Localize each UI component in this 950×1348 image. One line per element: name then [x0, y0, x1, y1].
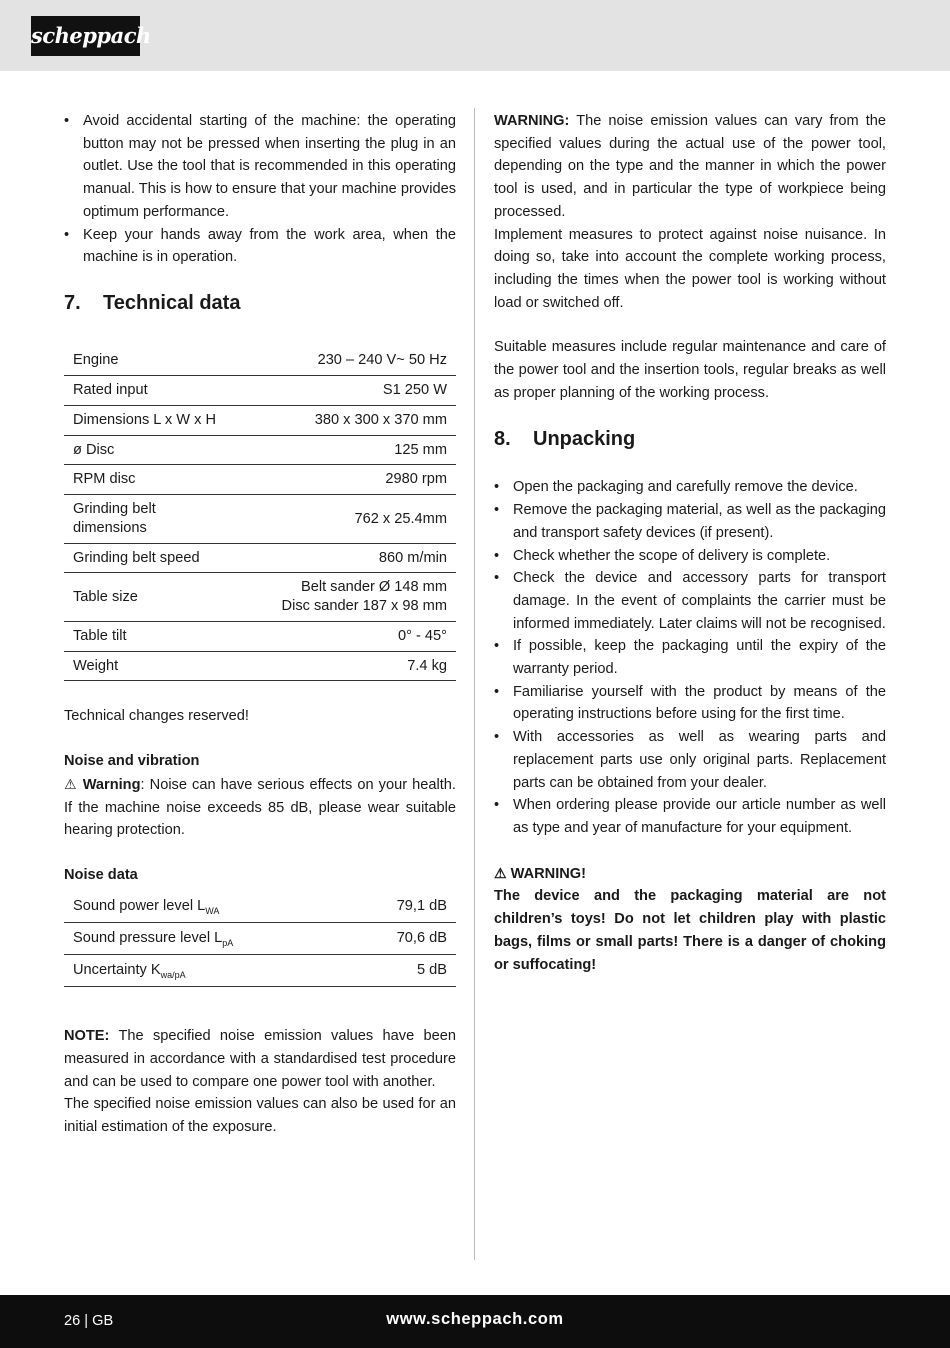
- spec-label: Weight: [64, 652, 234, 681]
- table-row: [64, 622, 456, 652]
- page-separator: |: [84, 1313, 89, 1329]
- column-divider: [474, 108, 475, 1260]
- page-header: [0, 0, 950, 71]
- warning-label: Warning: [82, 776, 141, 793]
- section-8-heading: [494, 426, 886, 452]
- list-item: • Remove the packaging material, as well as the packaging and transport safety devices (if present).: [494, 499, 886, 544]
- noise-label-text: Uncertainty K: [73, 962, 161, 979]
- final-warning-heading: [494, 862, 886, 886]
- noise-value: 79,1 dB: [347, 891, 456, 923]
- list-item: • When ordering please provide our article number as well as type and year of manufacture for your equipment.: [494, 794, 886, 839]
- list-item: • Check the device and accessory parts for transport damage. In the event of complaints the carrier must be informed immediately. Later claims will not be recognised.: [494, 567, 886, 635]
- page-footer: [0, 1295, 950, 1348]
- list-item: • Open the packaging and carefully remove the device.: [494, 476, 886, 499]
- list-item: • If possible, keep the packaging until the expiry of the warranty period.: [494, 635, 886, 680]
- section-number: 7.: [64, 291, 81, 314]
- note-paragraph-2: The specified noise emission values can also be used for an initial estimation of the exposure.: [64, 1096, 456, 1135]
- section-7-heading: [64, 290, 456, 316]
- spec-label: Rated input: [64, 376, 234, 406]
- noise-label-subscript: wa/pA: [160, 970, 186, 981]
- list-item: • Familiarise yourself with the product by means of the operating instructions before using for the first time.: [494, 681, 886, 726]
- noise-value: 5 dB: [347, 955, 456, 987]
- unpacking-bullet-list: [494, 476, 886, 839]
- spec-value: 125 mm: [234, 436, 456, 465]
- noise-label: [64, 923, 347, 955]
- note-paragraph: [64, 1025, 456, 1093]
- table-row: [64, 573, 456, 622]
- noise-label: [64, 891, 347, 923]
- spec-label: Grinding belt speed: [64, 544, 234, 573]
- warning-text: : Noise can have serious effects on your health. If the machine noise exceeds 85 dB, please wear suitable hearing protection.: [64, 776, 456, 839]
- noise-label-subscript: pA: [222, 938, 234, 949]
- spec-label: Table tilt: [64, 622, 234, 652]
- suitable-measures-paragraph: Suitable measures include regular maintenance and care of the power tool and the insertion tools, regular breaks as well as proper planning of the working process.: [494, 339, 886, 401]
- list-item: • Check whether the scope of delivery is complete.: [494, 545, 886, 568]
- spec-value: 2980 rpm: [234, 465, 456, 495]
- warning-label: WARNING!: [510, 865, 587, 882]
- noise-label-text: Sound pressure level L: [73, 930, 223, 947]
- note-label: NOTE:: [64, 1028, 110, 1045]
- table-row: [64, 376, 456, 406]
- spec-label: Engine: [64, 346, 234, 376]
- table-row: [64, 465, 456, 495]
- spec-value-line: Belt sander Ø 148 mm: [300, 579, 447, 596]
- table-row: [64, 923, 456, 955]
- list-item: • With accessories as well as wearing parts and replacement parts use only original parts. Replacement parts can be obtained from your dealer.: [494, 726, 886, 794]
- noise-data-heading: Noise data: [64, 866, 138, 883]
- right-column: [494, 110, 886, 976]
- section-title: Unpacking: [533, 428, 636, 451]
- final-warning-text: The device and the packaging material are not children’s toys! Do not let children play with plastic bags, films or small parts! There is a danger of choking or suffocating!: [494, 888, 886, 973]
- list-item: • Avoid accidental starting of the machine: the operating button may not be pressed when inserting the plug in an outlet. Use the tool that is recommended in this operating manual. This is how to ensure that your machine provides optimum performance.: [64, 110, 456, 224]
- warning-text: The noise emission values can vary from the specified values during the actual use of the power tool, depending on the type and the manner in which the power tool is used, and in particular the type of workpiece being processed.: [494, 113, 886, 220]
- noise-label: [64, 955, 347, 987]
- table-row: [64, 495, 456, 544]
- note-text: The specified noise emission values have been measured in accordance with a standardised test procedure and can be used to compare one power tool with another.: [64, 1028, 456, 1090]
- website-url: www.scheppach.com: [386, 1310, 564, 1328]
- noise-value: 70,6 dB: [347, 923, 456, 955]
- spec-label: RPM disc: [64, 465, 234, 495]
- table-row: [64, 891, 456, 923]
- section-title: Technical data: [103, 291, 241, 314]
- spec-value: 860 m/min: [234, 544, 456, 573]
- warning-triangle-icon: ⚠: [64, 775, 78, 792]
- noise-vibration-heading: Noise and vibration: [64, 753, 200, 770]
- table-row: [64, 346, 456, 376]
- implement-measures-paragraph: Implement measures to protect against noise nuisance. In doing so, take into account the complete working process, including the times when the power tool is working without load or switched off.: [494, 226, 886, 311]
- noise-label-subscript: WA: [205, 905, 220, 916]
- spec-value: [234, 573, 456, 622]
- noise-label-text: Sound power level L: [73, 897, 206, 914]
- spec-label: Grinding belt dimensions: [64, 495, 234, 544]
- table-row: [64, 544, 456, 573]
- safety-bullet-list: [64, 110, 456, 269]
- warning-triangle-icon: ⚠: [494, 864, 507, 881]
- left-column: [64, 110, 456, 1139]
- page-number-value: 26: [64, 1313, 81, 1329]
- spec-value: 762 x 25.4mm: [234, 495, 456, 544]
- spec-value: 230 – 240 V~ 50 Hz: [234, 346, 456, 376]
- list-item: • Keep your hands away from the work area, when the machine is in operation.: [64, 224, 456, 269]
- spec-value: 7.4 kg: [234, 652, 456, 681]
- noise-data-table: [64, 891, 456, 988]
- table-row: [64, 436, 456, 465]
- spec-label: Dimensions L x W x H: [64, 406, 234, 436]
- language-code: GB: [92, 1313, 114, 1329]
- spec-value: 0° - 45°: [234, 622, 456, 652]
- spec-label: Table size: [64, 573, 234, 622]
- table-row: [64, 955, 456, 987]
- spec-label: ø Disc: [64, 436, 234, 465]
- table-row: [64, 652, 456, 681]
- technical-changes-note: Technical changes reserved!: [64, 708, 249, 725]
- technical-data-table: [64, 346, 456, 682]
- spec-value: 380 x 300 x 370 mm: [234, 406, 456, 436]
- spec-value-line: Disc sander 187 x 98 mm: [281, 598, 447, 615]
- scheppach-logo: scheppach: [31, 16, 140, 56]
- spec-value: S1 250 W: [234, 376, 456, 406]
- warning-label: WARNING:: [494, 113, 570, 129]
- noise-variance-warning: [494, 110, 886, 224]
- section-number: 8.: [494, 428, 511, 451]
- table-row: [64, 406, 456, 436]
- noise-warning-paragraph: [64, 773, 456, 842]
